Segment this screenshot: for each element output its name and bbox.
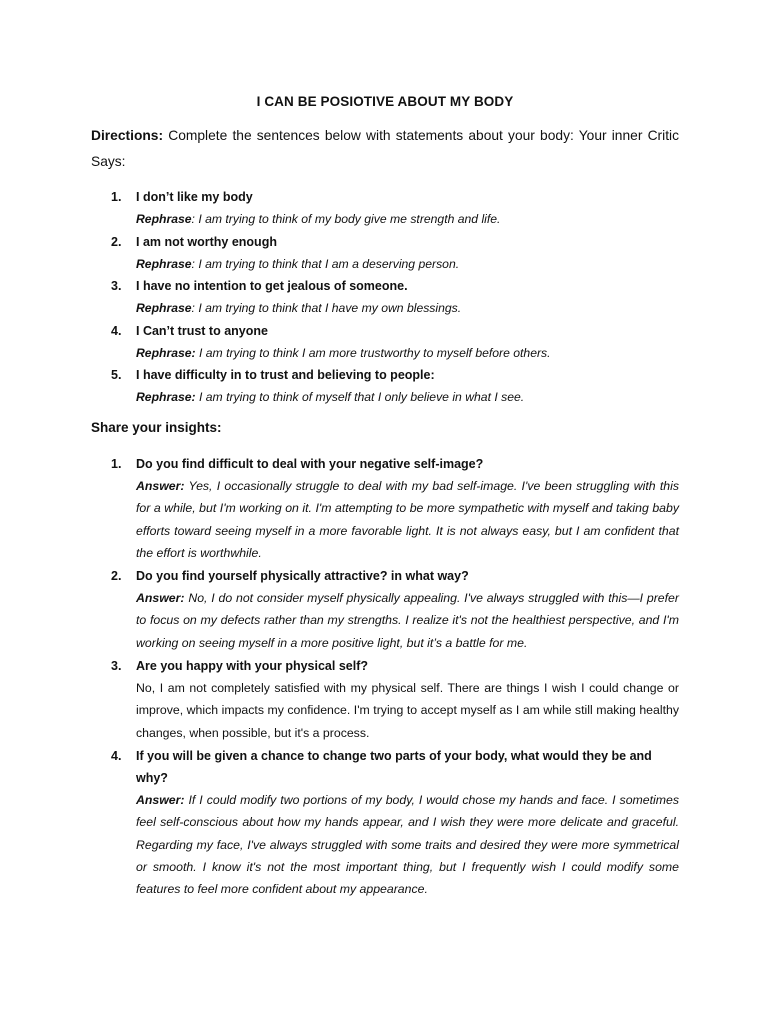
- critic-statement: I have no intention to get jealous of someone.: [136, 279, 408, 294]
- answer-text: Yes, I occasionally struggle to deal with my bad self-image. I've been struggling with this for a while, but I'm working on it. I'm attempting to be more sympathetic with myself and taking baby efforts toward seeing myself in a more favorable light. It is not always easy, but I am confident that the effort is worthwhile.: [136, 479, 679, 560]
- critic-statement: I don’t like my body: [136, 190, 253, 204]
- item-number: 3.: [111, 659, 122, 674]
- rephrase-line: [136, 386, 679, 408]
- rephrase-text: : I am trying to think that I have my own blessings.: [191, 301, 462, 316]
- list-item: [91, 453, 679, 564]
- critic-statement: I am not worthy enough: [136, 234, 277, 249]
- rephrase-label: Rephrase:: [136, 345, 196, 360]
- insight-question: Do you find difficult to deal with your negative self-image?: [136, 457, 484, 471]
- insights-heading: Share your insights:: [91, 420, 222, 435]
- rephrase-label: Rephrase:: [136, 390, 196, 405]
- answer-label: Answer:: [136, 792, 185, 807]
- insight-answer: [136, 475, 679, 564]
- directions-paragraph: [91, 123, 679, 175]
- page-title: I CAN BE POSIOTIVE ABOUT MY BODY: [256, 94, 514, 109]
- item-number: 1.: [111, 457, 122, 471]
- critic-statement: I Can’t trust to anyone: [136, 323, 268, 338]
- rephrase-text: : I am trying to think that I am a deserving person.: [191, 256, 460, 271]
- insight-answer: [136, 677, 679, 744]
- item-number: 4.: [111, 323, 122, 338]
- rephrase-text: I am trying to think I am more trustworthy to myself before others.: [195, 345, 551, 360]
- rephrase-line: [136, 342, 679, 364]
- answer-text: No, I am not completely satisfied with my physical self. There are things I wish I could change or improve, which impacts my confidence. I'm trying to accept myself as I am while still making healthy changes, when possible, but it's a process.: [136, 681, 679, 740]
- rephrase-line: [136, 253, 679, 275]
- item-number: 5.: [111, 368, 122, 383]
- list-item: [91, 565, 679, 654]
- item-number: 1.: [111, 190, 122, 204]
- inner-critic-list: [91, 186, 679, 409]
- answer-label: Answer:: [136, 479, 185, 493]
- list-item: [91, 745, 679, 900]
- list-item: [91, 275, 679, 320]
- insight-question: Are you happy with your physical self?: [136, 659, 368, 674]
- insights-list: [91, 453, 679, 900]
- item-number: 2.: [111, 234, 122, 249]
- rephrase-line: [136, 208, 679, 230]
- insight-question: Do you find yourself physically attractive? in what way?: [136, 569, 469, 584]
- list-item: [91, 231, 679, 276]
- directions-label: Directions:: [91, 128, 164, 143]
- item-number: 4.: [111, 748, 122, 763]
- insight-answer: [136, 587, 679, 654]
- directions-text: Complete the sentences below with statements about your body: Your inner Critic Says:: [91, 128, 679, 169]
- answer-label: Answer:: [136, 591, 185, 606]
- item-number: 3.: [111, 279, 122, 294]
- answer-text: No, I do not consider myself physically appealing. I've always struggled with this—I prefer to focus on my defects rather than my strengths. I realize it's not the healthiest perspective, and I'm working on seeing myself in a more positive light, but it’s a battle for me.: [136, 591, 679, 650]
- answer-text: If I could modify two portions of my body, I would chose my hands and face. I sometimes feel self-conscious about how my hands appear, and I wish they were more delicate and graceful. Regarding my face, I've always struggled with some traits and desired they were more symmetrical or smooth. I know it's not the most important thing, but I frequently wish I could modify some features to feel more confident about my appearance.: [136, 792, 679, 897]
- rephrase-text: I am trying to think of myself that I only believe in what I see.: [195, 390, 525, 405]
- insight-answer: [136, 789, 679, 900]
- list-item: [91, 655, 679, 744]
- item-number: 2.: [111, 569, 122, 584]
- list-item: [91, 186, 679, 231]
- rephrase-text: : I am trying to think of my body give me strength and life.: [191, 212, 501, 226]
- insight-question: If you will be given a chance to change two parts of your body, what would they be and why?: [136, 748, 652, 785]
- list-item: [91, 320, 679, 365]
- rephrase-label: Rephrase: [136, 256, 192, 271]
- rephrase-label: Rephrase: [136, 212, 192, 226]
- rephrase-line: [136, 297, 679, 319]
- critic-statement: I have difficulty in to trust and believing to people:: [136, 368, 435, 383]
- rephrase-label: Rephrase: [136, 301, 192, 316]
- list-item: [91, 364, 679, 409]
